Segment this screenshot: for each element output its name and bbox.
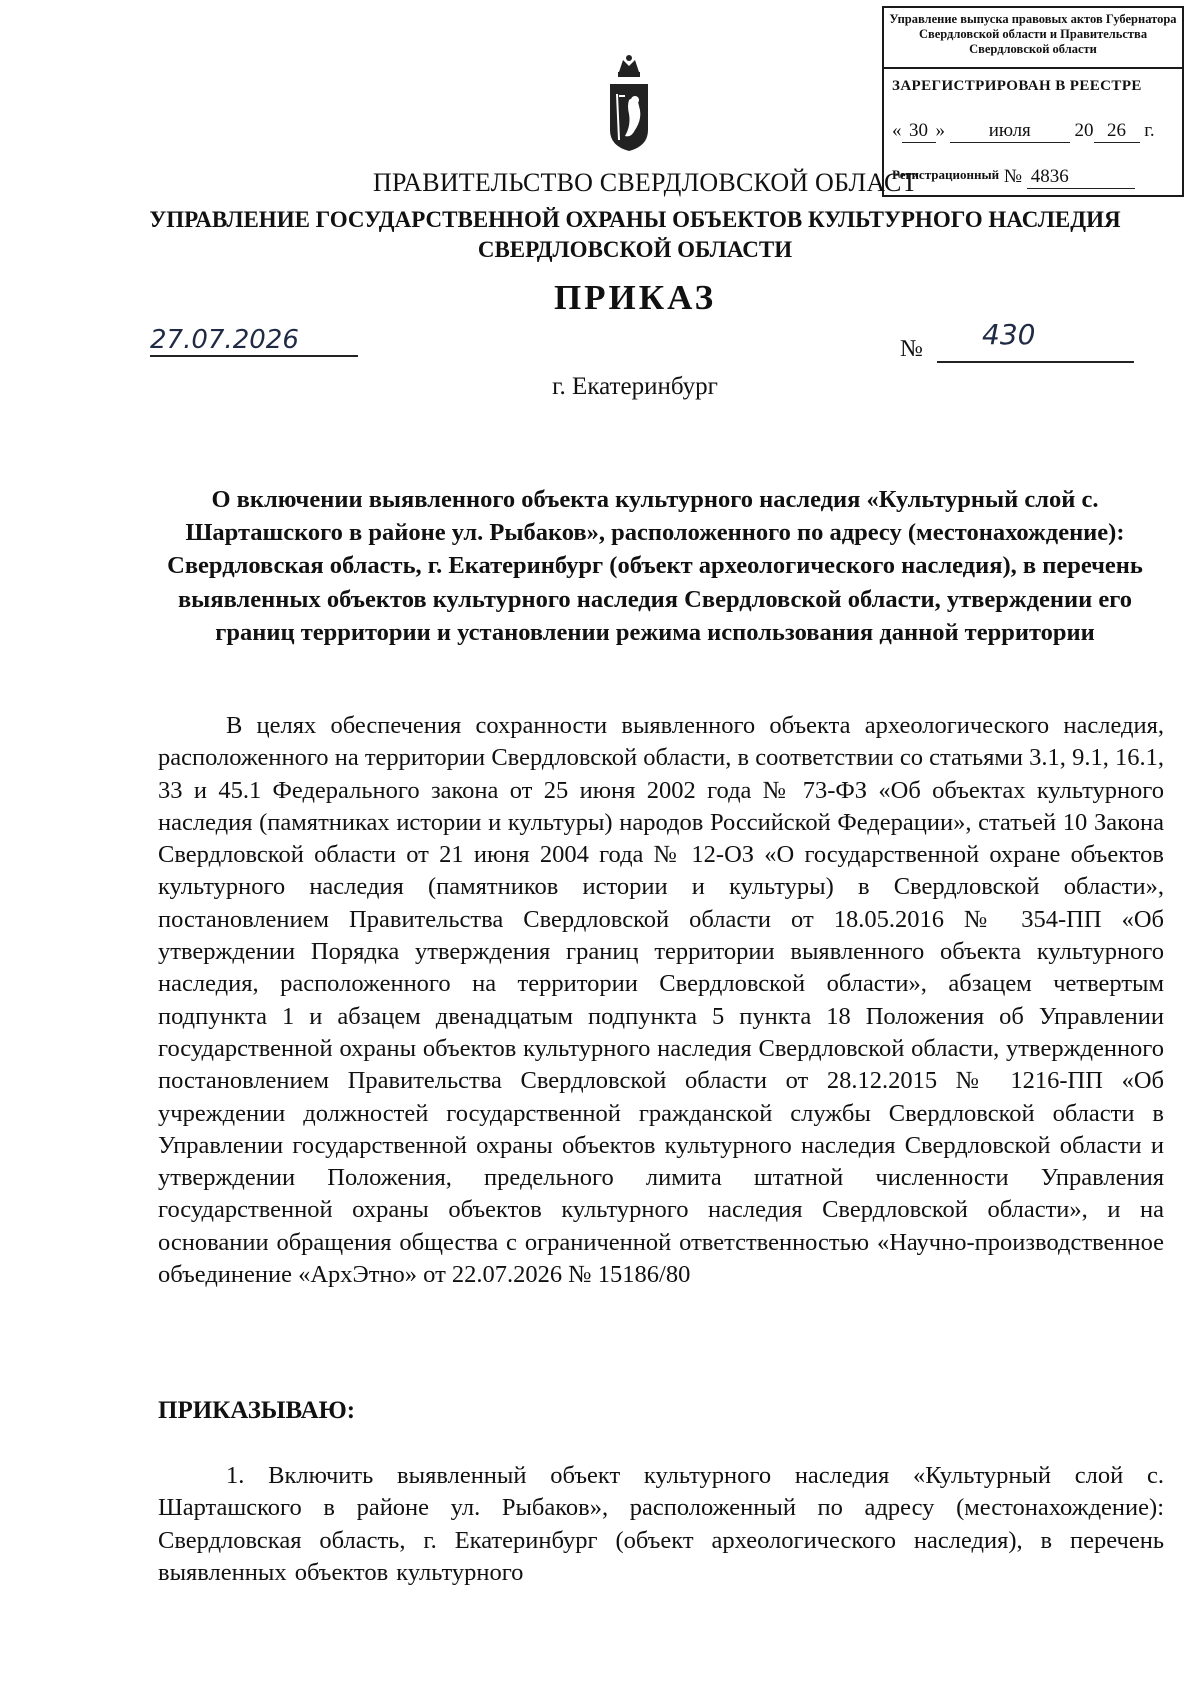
number-sign: №	[900, 336, 923, 362]
stamp-year-suffix: 26	[1094, 120, 1140, 143]
stamp-reg-label: Регистрационный	[892, 167, 1000, 182]
stamp-open-quote: «	[892, 120, 902, 141]
stamp-divider	[884, 67, 1182, 69]
city-line: г. Екатеринбург	[552, 373, 718, 400]
stamp-year-unit: г.	[1144, 120, 1155, 141]
department-line-1: УПРАВЛЕНИЕ ГОСУДАРСТВЕННОЙ ОХРАНЫ ОБЪЕКТОВ КУЛЬТУРНОГО НАСЛЕДИЯ	[149, 207, 1121, 232]
stamp-year-prefix: 20	[1074, 120, 1094, 141]
document-type: ПРИКАЗ	[553, 278, 717, 317]
government-title: ПРАВИТЕЛЬСТВО СВЕРДЛОВСКОЙ ОБЛАСТ	[373, 168, 918, 197]
stamp-reg-number: 4836	[1027, 166, 1135, 189]
stamp-date	[892, 120, 1155, 143]
number-underline	[937, 335, 1134, 363]
handwritten-date: 27.07.2026	[150, 325, 358, 357]
order-title: О включении выявленного объекта культурного наследия «Культурный слой с. Шарташского в районе ул. Рыбаков», расположенного по адресу (местонахождение): Свердловская область, г. Екатеринбург (объект археологического наследия), в перечень выявленных объектов культурного наследия Свердловской области, утверждении его границ территории и установлении режима использования данной территории	[167, 486, 1143, 646]
preamble-paragraph: В целях обеспечения сохранности выявленного объекта археологического наследия, расположенного на территории Свердловской области, в соответствии со статьями 3.1, 9.1, 16.1, 33 и 45.1 Федерального закона от 25 июня 2002 года № 73-ФЗ «Об объектах культурного наследия (памятниках истории и культуры) народов Российской Федерации», статьей 10 Закона Свердловской области от 21 июня 2004 года № 12-ОЗ «О государственной охране объектов культурного наследия (памятников истории и культуры) в Свердловской области», постановлением Правительства Свердловской области от 18.05.2016 № 354-ПП «Об утверждении Порядка утверждения границ территории выявленного объекта культурного наследия, расположенного на территории Свердловской области», абзацем четвертым подпункта 1 и абзацем двенадцатым подпункта 5 пункта 18 Положения об Управлении государственной охраны объектов культурного наследия Свердловской области, утвержденного постановлением Правительства Свердловской области от 28.12.2015 № 1216-ПП «Об учреждении должностей государственной гражданской службы Свердловской области в Управлении государственной охраны объектов культурного наследия Свердловской области и утверждении Положения, предельного лимита штатной численности Управления государственной охраны объектов культурного наследия Свердловской области», и на основании обращения общества с ограниченной ответственностью «Научно-производственное объединение «АрхЭтно» от 22.07.2026 № 15186/80	[158, 712, 1164, 1289]
stamp-office: Управление выпуска правовых актов Губернатора Свердловской области и Правительства Свердловской области	[889, 12, 1177, 56]
stamp-day: 30	[902, 120, 936, 143]
stamp-close-quote: »	[935, 120, 945, 141]
coat-of-arms-icon	[605, 52, 653, 152]
order-heading: ПРИКАЗЫВАЮ:	[158, 1397, 356, 1424]
stamp-number-row	[892, 166, 1135, 189]
department-name	[0, 205, 1200, 265]
stamp-number-sign: №	[1003, 166, 1022, 187]
department-line-2: СВЕРДЛОВСКОЙ ОБЛАСТИ	[477, 237, 793, 262]
order-item-1: 1. Включить выявленный объект культурного наследия «Культурный слой с. Шарташского в районе ул. Рыбаков», расположенный по адресу (местонахождение): Свердловская область, г. Екатеринбург (объект археологического наследия), в перечень выявленных объектов культурного	[158, 1462, 1164, 1586]
handwritten-number: 430	[982, 318, 1036, 351]
stamp-registered-label: ЗАРЕГИСТРИРОВАН В РЕЕСТРЕ	[892, 78, 1142, 94]
registration-stamp	[882, 6, 1184, 197]
stamp-month: июля	[950, 120, 1070, 143]
